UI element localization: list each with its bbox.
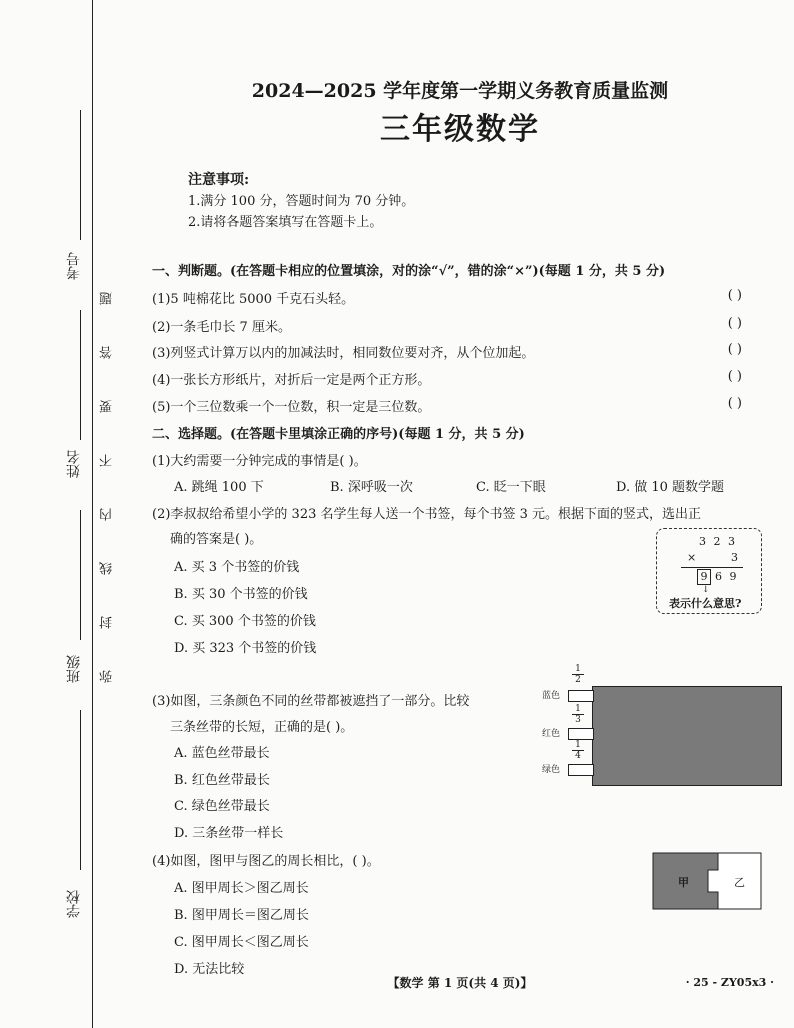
notice-item: 1.满分 100 分，答题时间为 70 分钟。 xyxy=(188,194,415,209)
binding-margin xyxy=(0,0,115,1028)
seal-char: 不 xyxy=(100,454,115,467)
option: A. 买 3 个书签的价钱 xyxy=(174,560,300,575)
fraction-half xyxy=(572,664,584,685)
option: A. 跳绳 100 下 xyxy=(174,480,264,495)
calc-top: 3 2 3 xyxy=(699,535,737,548)
answer-paren: ( ) xyxy=(727,342,742,357)
vertical-multiplication-box xyxy=(656,528,762,614)
answer-paren: ( ) xyxy=(727,288,742,303)
item-text: (5)一个三位数乘一个一位数，积一定是三位数。 xyxy=(152,400,431,415)
seal-char: 答 xyxy=(100,346,115,359)
exam-title: 三年级数学 xyxy=(380,112,540,147)
calc-caption: 表示什么意思? xyxy=(669,597,742,610)
page-footer: 【数学 第 1 页(共 4 页)】 xyxy=(387,976,533,990)
ribbon-blue xyxy=(568,690,594,702)
ribbon-figure xyxy=(542,664,782,784)
notice-title: 注意事项: xyxy=(188,172,250,188)
option: B. 深呼吸一次 xyxy=(330,480,413,495)
option: B. 红色丝带最长 xyxy=(174,773,270,788)
option: D. 三条丝带一样长 xyxy=(174,826,284,841)
judge-item xyxy=(152,342,768,361)
ribbon-label: 蓝色 xyxy=(542,691,561,701)
option: B. 买 30 个书签的价钱 xyxy=(174,587,308,602)
exam-header: 2024—2025 学年度第一学期义务教育质量监测 xyxy=(251,80,669,102)
fraction-num: 1 xyxy=(575,664,581,674)
calc-rest: 6 9 xyxy=(715,570,739,583)
judge-item xyxy=(152,369,768,388)
fraction-third xyxy=(572,704,584,725)
item-text: (2)一条毛巾长 7 厘米。 xyxy=(152,320,291,335)
fraction-den: 2 xyxy=(575,675,581,685)
judge-item xyxy=(152,396,768,415)
ribbon-label: 红色 xyxy=(542,729,561,739)
judge-item xyxy=(152,316,768,335)
calc-boxed-digit: 9 xyxy=(697,569,711,585)
answer-paren: ( ) xyxy=(727,369,742,384)
fraction-num: 1 xyxy=(575,704,581,714)
cover-block xyxy=(592,686,782,786)
perimeter-shapes xyxy=(652,852,762,912)
exam-page xyxy=(140,0,780,1028)
notice-item: 2.请将各题答案填写在答题卡上。 xyxy=(188,215,383,230)
option: B. 图甲周长＝图乙周长 xyxy=(174,908,309,923)
school-label: 学校 xyxy=(66,890,82,918)
question-stem: (1)大约需要一分钟完成的事情是( )。 xyxy=(152,454,367,469)
question-stem: 确的答案是( )。 xyxy=(170,532,263,547)
ribbon-red xyxy=(568,728,594,740)
binding-line xyxy=(92,0,93,1028)
option: D. 做 10 题数学题 xyxy=(616,480,725,495)
question-stem: 三条丝带的长短，正确的是( )。 xyxy=(170,720,354,735)
fraction-num: 1 xyxy=(575,740,581,750)
option: A. 图甲周长＞图乙周长 xyxy=(174,881,309,896)
arrow-down-icon: ↓ xyxy=(702,585,710,595)
option: C. 买 300 个书签的价钱 xyxy=(174,614,316,629)
item-text: (1)5 吨棉花比 5000 千克石头轻。 xyxy=(152,292,355,307)
class-label: 班级 xyxy=(66,655,82,683)
exam-no-label: 考号 xyxy=(66,252,82,280)
calc-multiplier: 3 xyxy=(731,551,738,564)
seal-char: 要 xyxy=(100,400,115,413)
question-stem: (3)如图，三条颜色不同的丝带都被遮挡了一部分。比较 xyxy=(152,694,470,709)
option: D. 无法比较 xyxy=(174,962,245,977)
fraction-den: 4 xyxy=(575,751,581,761)
perimeter-figure xyxy=(652,852,762,912)
option: D. 买 323 个书签的价钱 xyxy=(174,641,317,656)
section-title: 二、选择题。(在答题卡里填涂正确的序号)(每题 1 分，共 5 分) xyxy=(152,427,525,442)
seal-char: 线 xyxy=(100,562,115,575)
item-text: (3)列竖式计算万以内的加减法时，相同数位要对齐，从个位加起。 xyxy=(152,346,535,361)
ribbon-label: 绿色 xyxy=(542,765,561,775)
notice-block xyxy=(188,170,414,233)
exam-no-blank xyxy=(80,110,81,240)
answer-paren: ( ) xyxy=(727,396,742,411)
seal-char: 封 xyxy=(100,616,115,629)
option: C. 眨一下眼 xyxy=(476,480,546,495)
calc-rule xyxy=(681,567,743,568)
fraction-den: 3 xyxy=(575,715,581,725)
class-blank xyxy=(80,510,81,640)
calc-times: × xyxy=(687,551,697,564)
seal-char: 题 xyxy=(100,292,115,305)
option: C. 图甲周长＜图乙周长 xyxy=(174,935,309,950)
judge-item xyxy=(152,288,768,307)
name-label: 姓名 xyxy=(66,450,82,478)
yi-label: 乙 xyxy=(734,876,745,889)
section-title: 一、判断题。(在答题卡相应的位置填涂，对的涂“√”，错的涂“×”)(每题 1 分，共 5 分) xyxy=(152,264,666,279)
item-text: (4)一张长方形纸片，对折后一定是两个正方形。 xyxy=(152,373,431,388)
question-stem: (2)李叔叔给希望小学的 323 名学生每人送一个书签，每个书签 3 元。根据下面的竖式，选出正 xyxy=(152,507,702,522)
school-blank xyxy=(80,710,81,870)
name-blank xyxy=(80,310,81,440)
fraction-quarter xyxy=(572,740,584,761)
option: A. 蓝色丝带最长 xyxy=(174,746,270,761)
exam-code: · 25 - ZY05x3 · xyxy=(685,976,774,989)
seal-char: 弥 xyxy=(100,670,115,683)
jia-label: 甲 xyxy=(678,876,689,889)
seal-char: 内 xyxy=(100,508,115,521)
option: C. 绿色丝带最长 xyxy=(174,799,270,814)
answer-paren: ( ) xyxy=(727,316,742,331)
question-stem: (4)如图，图甲与图乙的周长相比，( )。 xyxy=(152,854,380,869)
ribbon-green xyxy=(568,764,594,776)
